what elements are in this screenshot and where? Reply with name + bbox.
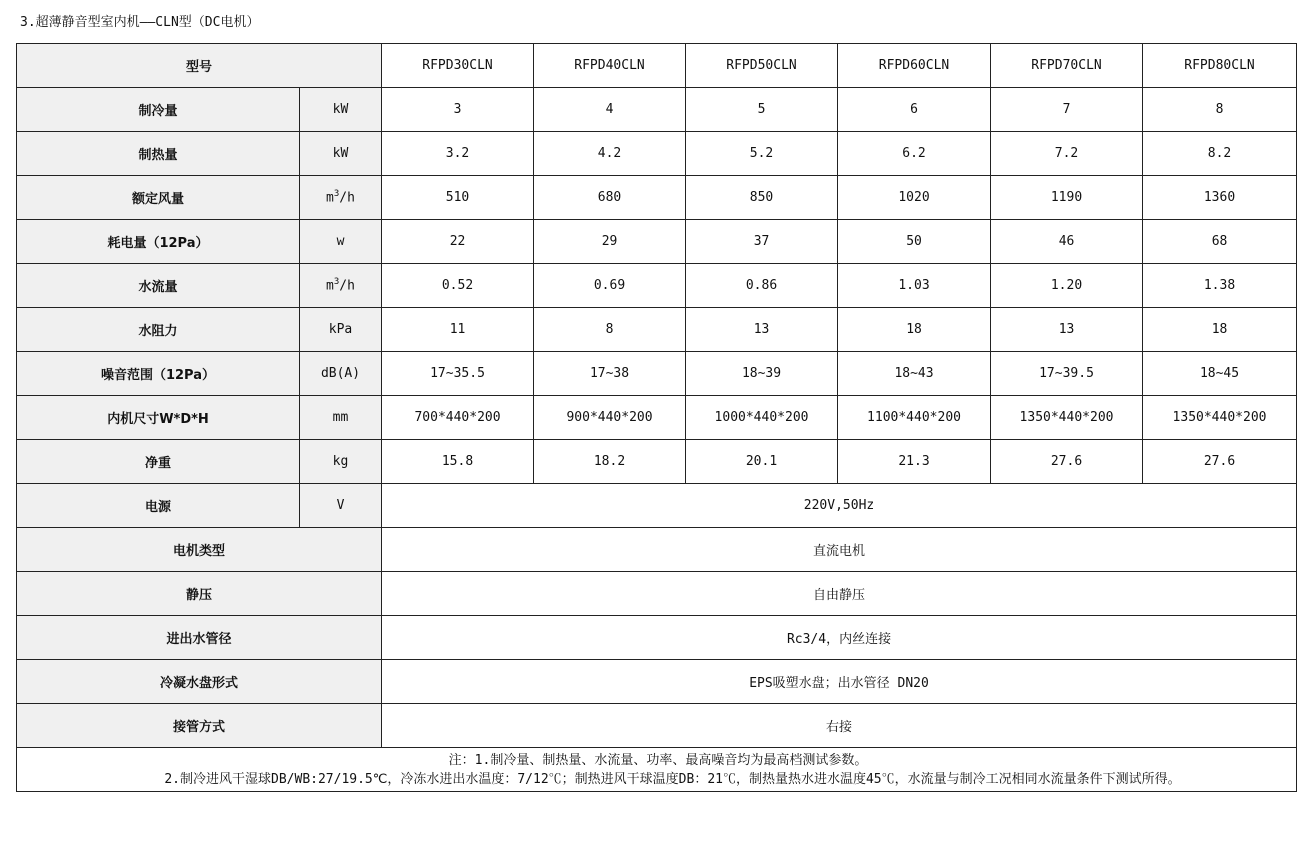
table-row [17,660,1297,704]
cell-value: 0.69 [534,264,686,308]
row-label: 内机尺寸W*D*H [17,396,300,440]
cell-value: 850 [686,176,838,220]
model-name: RFPD30CLN [382,44,534,88]
unit-base: m [326,278,334,294]
row-unit: kPa [300,308,382,352]
cell-value: 18 [1143,308,1297,352]
unit-rest: /h [339,190,355,206]
row-label: 接管方式 [17,704,382,748]
cell-value: 18 [838,308,991,352]
table-row [17,484,1297,528]
row-unit: V [300,484,382,528]
model-name: RFPD80CLN [1143,44,1297,88]
row-label: 静压 [17,572,382,616]
cell-value: 18~45 [1143,352,1297,396]
cell-value: 17~39.5 [991,352,1143,396]
cell-value: 4 [534,88,686,132]
row-label: 水流量 [17,264,300,308]
notes-row [17,748,1297,792]
table-row [17,264,1297,308]
row-unit: kW [300,88,382,132]
row-label: 耗电量（12Pa） [17,220,300,264]
table-row [17,132,1297,176]
cell-value: 680 [534,176,686,220]
table-row [17,396,1297,440]
row-unit: dB(A) [300,352,382,396]
cell-value: 18~43 [838,352,991,396]
cell-value: 900*440*200 [534,396,686,440]
notes-cell [17,748,1297,792]
cell-value: 17~38 [534,352,686,396]
model-name: RFPD40CLN [534,44,686,88]
row-label: 电机类型 [17,528,382,572]
cell-value: 510 [382,176,534,220]
cell-value: 27.6 [1143,440,1297,484]
cell-value: 3.2 [382,132,534,176]
note-line: 2.制冷进风干湿球DB/WB:27/19.5℃，冷冻水进出水温度：7/12℃；制热进风干球温度DB：21℃，制热量热水进水温度45℃，水流量与制冷工况相同水流量条件下测试所得。 [164,771,1181,787]
row-unit: w [300,220,382,264]
cell-value: 700*440*200 [382,396,534,440]
cell-value: 8 [534,308,686,352]
row-label: 制冷量 [17,88,300,132]
span-value: 直流电机 [382,528,1297,572]
row-label: 电源 [17,484,300,528]
cell-value: 5 [686,88,838,132]
unit-base: m [326,190,334,206]
cell-value: 21.3 [838,440,991,484]
row-unit: kW [300,132,382,176]
row-label: 额定风量 [17,176,300,220]
row-label: 噪音范围（12Pa） [17,352,300,396]
cell-value: 1100*440*200 [838,396,991,440]
unit-superscript: 3 [333,189,340,200]
table-row [17,440,1297,484]
table-row [17,704,1297,748]
header-row [17,44,1297,88]
row-label: 水阻力 [17,308,300,352]
span-value: 自由静压 [382,572,1297,616]
cell-value: 50 [838,220,991,264]
cell-value: 22 [382,220,534,264]
cell-value: 37 [686,220,838,264]
span-value: 220V,50Hz [382,484,1297,528]
cell-value: 3 [382,88,534,132]
table-row [17,352,1297,396]
row-unit [300,176,382,220]
row-label: 净重 [17,440,300,484]
cell-value: 17~35.5 [382,352,534,396]
row-label: 冷凝水盘形式 [17,660,382,704]
table-row [17,616,1297,660]
cell-value: 6.2 [838,132,991,176]
cell-value: 18.2 [534,440,686,484]
table-row [17,308,1297,352]
cell-value: 0.52 [382,264,534,308]
cell-value: 13 [991,308,1143,352]
cell-value: 29 [534,220,686,264]
model-name: RFPD50CLN [686,44,838,88]
cell-value: 1.20 [991,264,1143,308]
row-unit: mm [300,396,382,440]
model-name: RFPD60CLN [838,44,991,88]
span-value: EPS吸塑水盘；出水管径 DN20 [382,660,1297,704]
cell-value: 6 [838,88,991,132]
cell-value: 1350*440*200 [991,396,1143,440]
row-unit: kg [300,440,382,484]
cell-value: 20.1 [686,440,838,484]
cell-value: 4.2 [534,132,686,176]
table-row [17,528,1297,572]
table-row [17,572,1297,616]
row-label: 进出水管径 [17,616,382,660]
table-row [17,88,1297,132]
section-title: 3.超薄静音型室内机——CLN型（DC电机） [20,15,260,30]
cell-value: 8 [1143,88,1297,132]
cell-value: 27.6 [991,440,1143,484]
unit-rest: /h [339,278,355,294]
cell-value: 13 [686,308,838,352]
span-value: 右接 [382,704,1297,748]
cell-value: 5.2 [686,132,838,176]
cell-value: 1.38 [1143,264,1297,308]
span-value: Rc3/4，内丝连接 [382,616,1297,660]
cell-value: 0.86 [686,264,838,308]
cell-value: 1360 [1143,176,1297,220]
cell-value: 1000*440*200 [686,396,838,440]
row-unit [300,264,382,308]
cell-value: 46 [991,220,1143,264]
cell-value: 68 [1143,220,1297,264]
cell-value: 1190 [991,176,1143,220]
row-label: 制热量 [17,132,300,176]
spec-table [16,43,1297,792]
model-name: RFPD70CLN [991,44,1143,88]
cell-value: 11 [382,308,534,352]
cell-value: 7 [991,88,1143,132]
model-label: 型号 [17,44,382,88]
cell-value: 1350*440*200 [1143,396,1297,440]
table-row [17,176,1297,220]
note-line: 注：1.制冷量、制热量、水流量、功率、最高噪音均为最高档测试参数。 [448,752,868,768]
table-row [17,220,1297,264]
cell-value: 15.8 [382,440,534,484]
unit-superscript: 3 [333,277,340,288]
cell-value: 8.2 [1143,132,1297,176]
cell-value: 1020 [838,176,991,220]
cell-value: 18~39 [686,352,838,396]
cell-value: 7.2 [991,132,1143,176]
cell-value: 1.03 [838,264,991,308]
